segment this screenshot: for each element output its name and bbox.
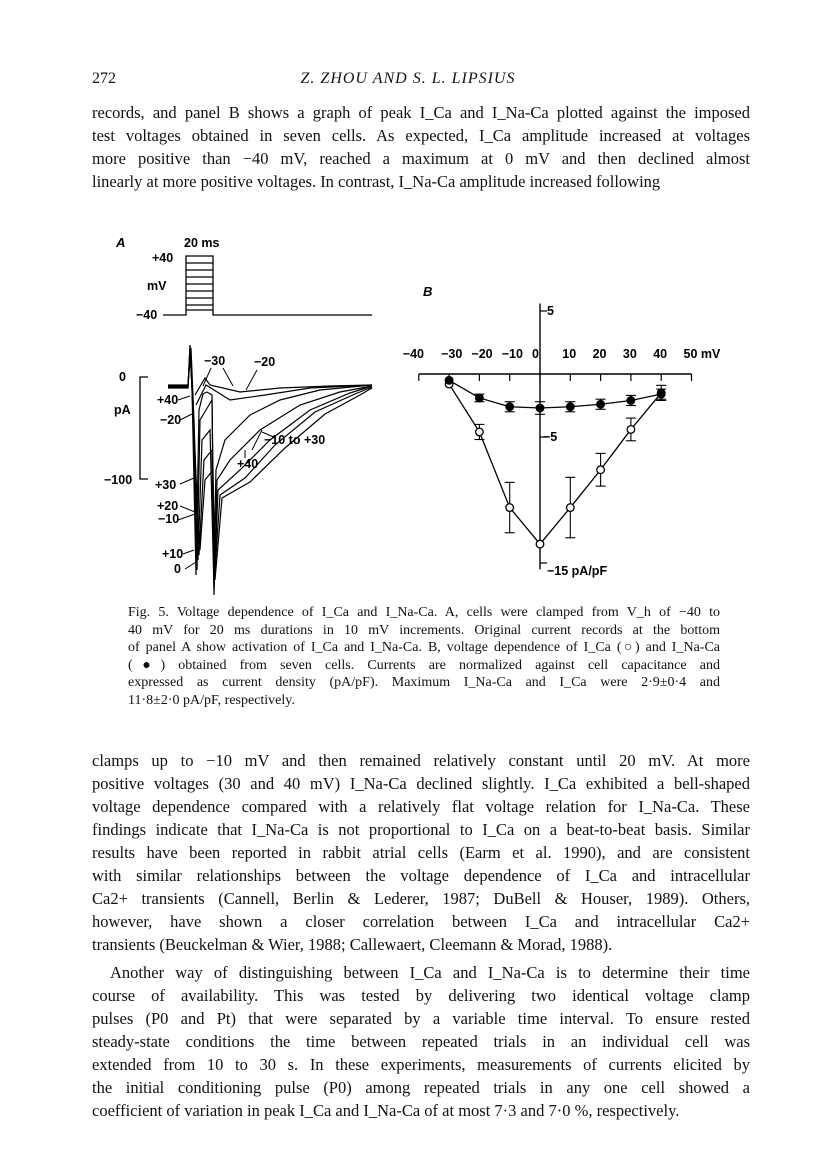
na-ca-point [536, 404, 544, 412]
na-ca-point [657, 390, 665, 398]
ca-series-line [449, 384, 661, 544]
text-line: records, and panel B shows a graph of peak I_Ca and I_Na-Ca plotted against the imposed [92, 103, 750, 122]
trace-label: −30 [204, 354, 226, 368]
protocol-v-bottom: −40 [136, 308, 158, 322]
panel-b-axes [403, 303, 721, 578]
caption-line: 40 mV for 20 ms durations in 10 mV increments. Original current records at the bottom [128, 622, 720, 638]
trace-label: +20 [157, 499, 179, 513]
x-tick-label: 40 [653, 347, 668, 361]
text-line: coefficient of variation in peak I_Ca and I_Na-Ca of at most 7·3 and 7·0 %, respectively. [92, 1101, 680, 1120]
text-line: test voltages obtained in seven cells. As expected, I_Ca amplitude increased at voltages [92, 126, 750, 145]
y-tick-label: −5 [543, 430, 558, 444]
running-title: Z. ZHOU AND S. L. LIPSIUS [300, 70, 516, 87]
text-line: with similar relationships between the voltage dependence of I_Ca and intracellular [92, 866, 750, 885]
ca-point [597, 466, 605, 474]
y-tick-label: 5 [547, 304, 554, 318]
x-tick-label: −40 [402, 347, 425, 361]
text-line: clamps up to −10 mV and then remained relatively constant until 20 mV. At more [92, 751, 750, 770]
protocol-duration-label: 20 ms [184, 236, 220, 250]
caption-line: Fig. 5. Voltage dependence of I_Ca and I_Na-Ca. A, cells were clamped from V_h of −40 to [128, 605, 720, 620]
panel-b-label: B [423, 284, 433, 299]
x-tick-label: −20 [471, 347, 493, 361]
na-ca-point [627, 397, 635, 405]
ca-point [506, 504, 514, 512]
text-line: Ca2+ transients (Cannell, Berlin & Lederer, 1987; DuBell & Houser, 1989). Others, [92, 889, 750, 908]
trace-label: +40 [237, 457, 259, 471]
y-tick-label: −15 pA/pF [547, 564, 608, 578]
caption-line: 11·8±2·0 pA/pF, respectively. [128, 692, 295, 708]
text-line: pulses (P0 and Pt) that were separated by a variable time interval. To ensure rested [92, 1009, 750, 1028]
body-paragraph-1 [92, 749, 750, 956]
text-line: course of availability. This was tested by delivering two identical voltage clamp [92, 986, 750, 1005]
text-line: findings indicate that I_Na-Ca is not proportional to I_Ca on a beat-to-beat basis. Similar [92, 820, 750, 839]
text-line: more positive than −40 mV, reached a maximum at 0 mV and then declined almost [92, 149, 750, 168]
ca-point [536, 540, 544, 548]
na-ca-point [597, 400, 605, 408]
text-line: linearly at more positive voltages. In contrast, I_Na-Ca amplitude increased following [92, 172, 661, 191]
protocol-unit: mV [147, 279, 167, 293]
ca-point [627, 426, 635, 434]
x-tick-label: 10 [562, 347, 577, 361]
text-line: Another way of distinguishing between I_Ca and I_Na-Ca is to determine their time [110, 963, 750, 982]
scale-bottom-label: −100 [104, 473, 133, 487]
page-number: 272 [92, 70, 116, 87]
text-line: positive voltages (30 and 40 mV) I_Na-Ca declined slightly. I_Ca exhibited a bell-shaped [92, 774, 750, 793]
text-line: transients (Beuckelman & Wier, 1988; Callewaert, Cleemann & Morad, 1988). [92, 935, 613, 954]
x-tick-label: −10 [501, 347, 523, 361]
text-line: however, have shown a closer correlation between I_Ca and intracellular Ca2+ [92, 912, 750, 931]
protocol-v-top: +40 [152, 251, 174, 265]
text-line: results have been reported in rabbit atrial cells (Earm et al. 1990), and are consistent [92, 843, 750, 862]
ca-point [567, 504, 575, 512]
trace-label: +10 [162, 547, 184, 561]
caption-line: (●) obtained from seven cells. Currents are normalized against cell capacitance and [128, 657, 720, 673]
text-line: voltage dependence compared with a relatively flat voltage relation for I_Na-Ca. These [92, 797, 750, 816]
caption-line: expressed as current density (pA/pF). Maximum I_Na-Ca and I_Ca were 2·9±0·4 and [128, 675, 720, 690]
x-tick-label: 50 mV [683, 347, 721, 361]
protocol-steps [163, 256, 372, 315]
text-line: the initial conditioning pulse (P0) among repeated trials in any one cell showed a [92, 1078, 750, 1097]
trace-label: +40 [157, 393, 179, 407]
current-traces [168, 345, 372, 595]
x-tick-label: 0 [532, 347, 539, 361]
text-line: steady-state conditions the time between repeated trials in an individual cell was [92, 1032, 750, 1051]
x-tick-label: −30 [441, 347, 463, 361]
body-paragraph-2 [92, 961, 750, 1122]
figure-caption [128, 604, 720, 709]
trace-label: −10 to +30 [264, 433, 326, 447]
na-ca-point [445, 377, 453, 385]
ca-point [476, 428, 484, 436]
trace-label: −20 [160, 413, 182, 427]
panel-b-data-marks [445, 377, 666, 548]
x-tick-label: 20 [592, 347, 607, 361]
panel-a-label: A [116, 235, 126, 250]
na-ca-point [506, 403, 514, 411]
scale-unit-label: pA [114, 403, 131, 417]
na-ca-point [567, 403, 575, 411]
scale-bar [140, 377, 148, 479]
caption-line: of panel A show activation of I_Ca and I_Na-Ca. B, voltage dependence of I_Ca (○) and I_Na-Ca [128, 640, 720, 655]
text-line: extended from 10 to 30 s. In these experiments, measurements of currents elicited by [92, 1055, 750, 1074]
na-ca-point [476, 394, 484, 402]
trace-label: −10 [158, 512, 180, 526]
x-tick-label: 30 [622, 347, 637, 361]
scale-top-label: 0 [119, 370, 126, 384]
trace-label: −20 [254, 355, 276, 369]
trace-label: +30 [155, 478, 177, 492]
trace-label: 0 [174, 562, 181, 576]
